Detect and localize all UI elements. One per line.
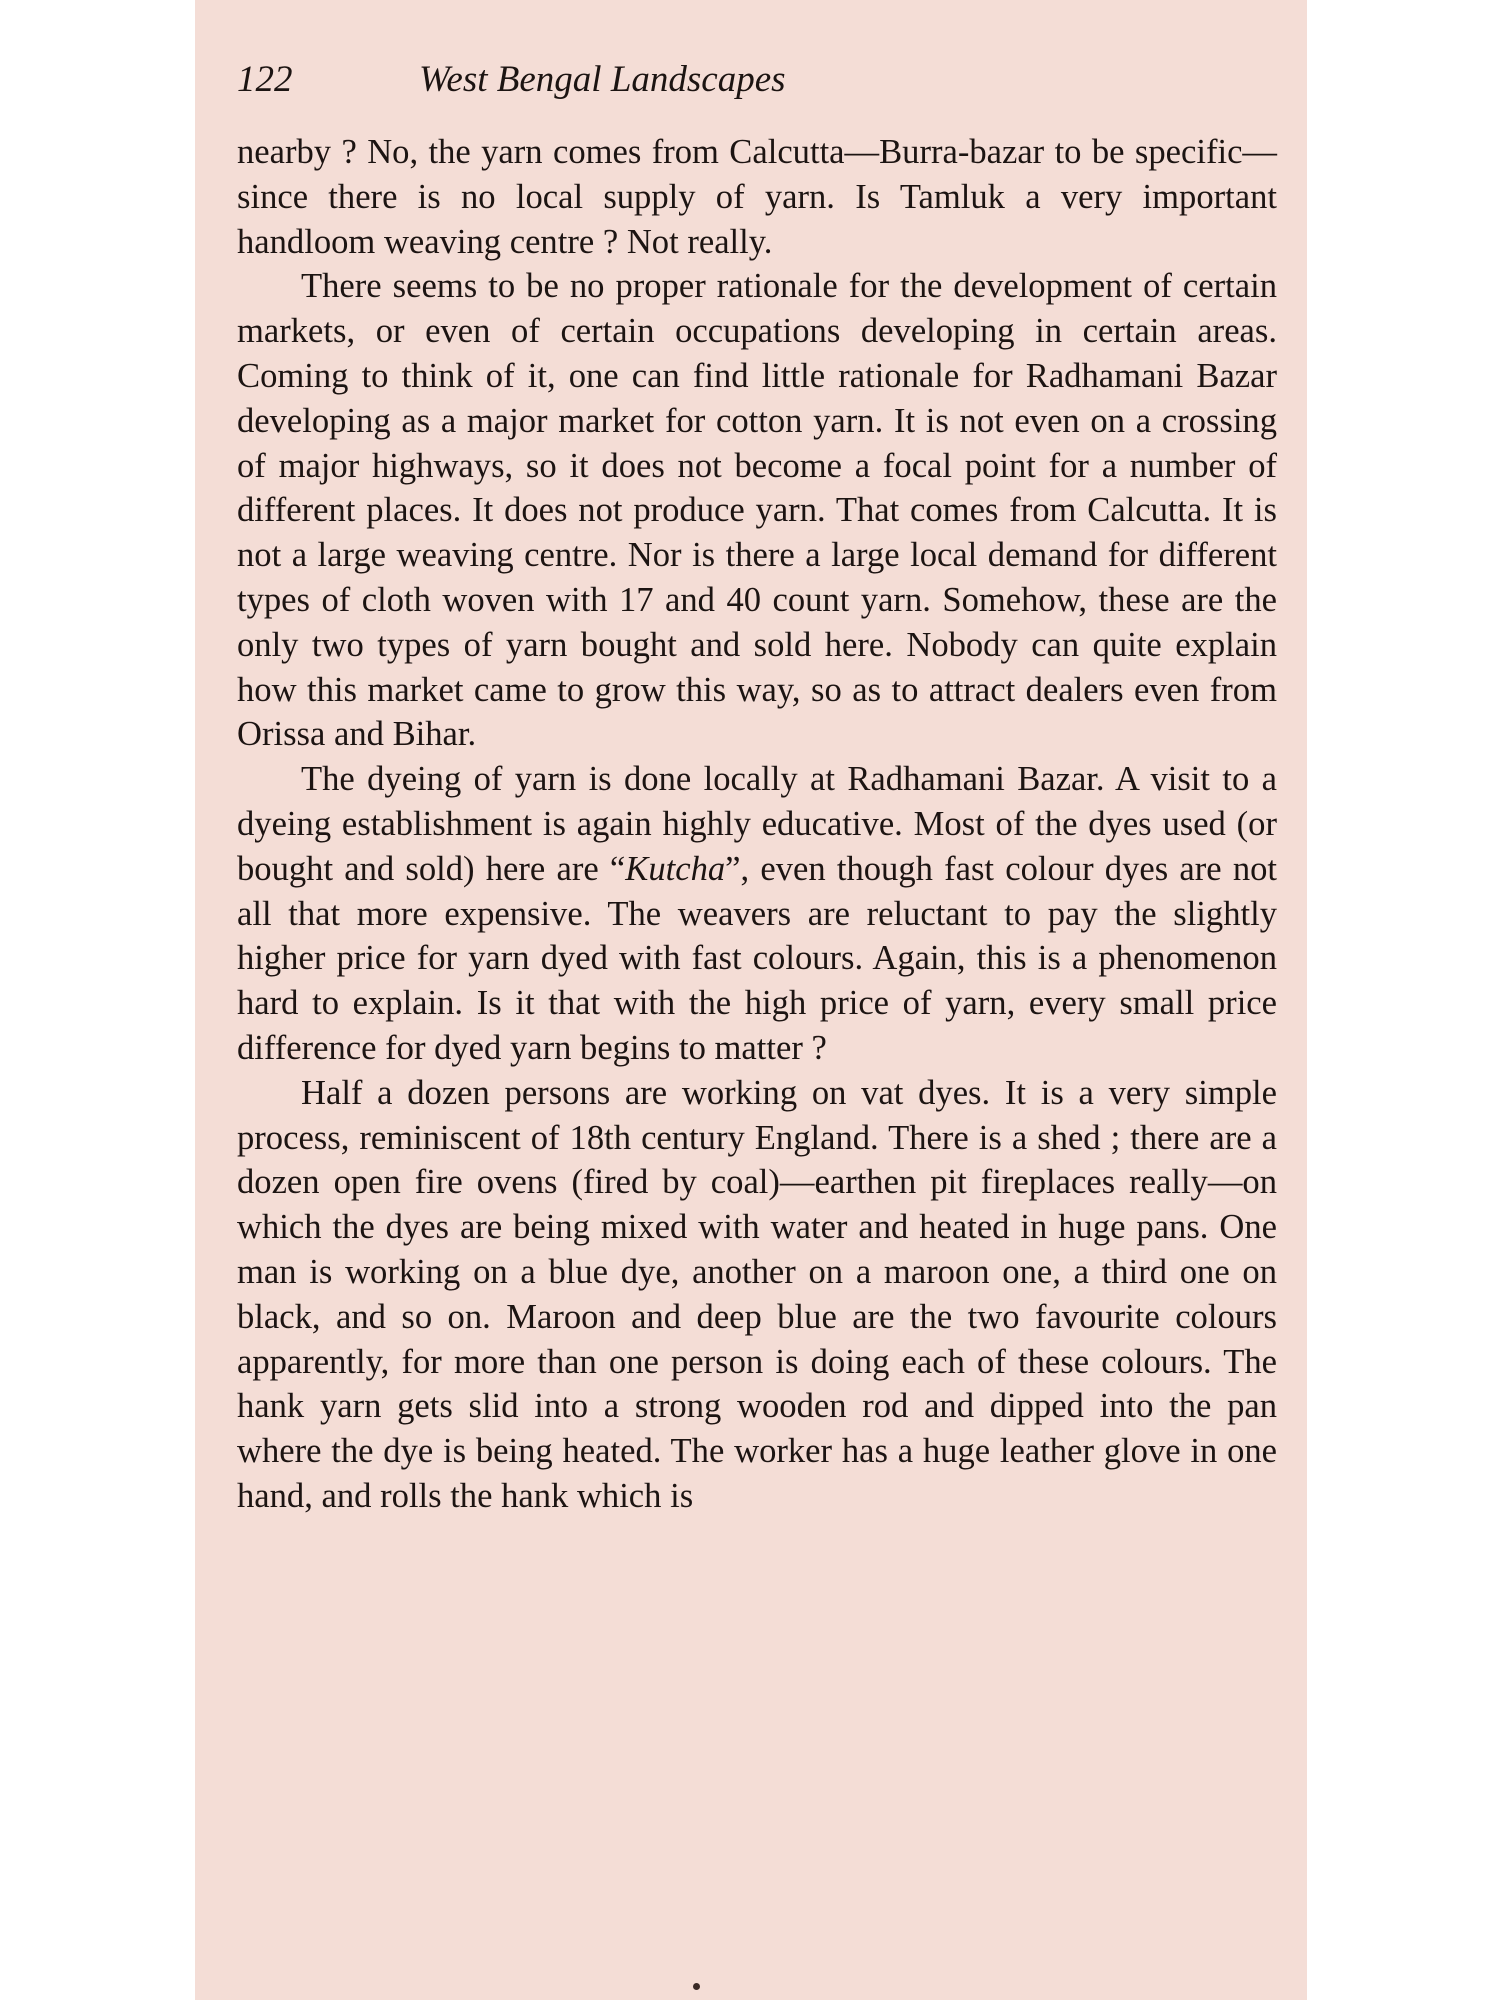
paragraph-1: nearby ? No, the yarn comes from Calcutta—Burra-bazar to be specific—since there is no local supply of yarn. Is Tamluk a very important handloom weaving centre ? Not really. xyxy=(237,133,1277,261)
paragraph-4: Half a dozen persons are working on vat dyes. It is a very simple process, reminiscent of 18th century England. There is a shed ; there are a dozen open fire ovens (fired by coal)—earthen pit fireplaces really—on which the dyes are being mixed with water and heated in huge pans. One man is working on a blue dye, another on a maroon one, a third one on black, and so on. Maroon and deep blue are the two favourite colours apparently, for more than one person is doing each of these colours. The hank yarn gets slid into a strong wooden rod and dipped into the pan where the dye is being heated. The worker has a huge leather glove in one hand, and rolls the hank which is xyxy=(237,1073,1277,1515)
kutcha-italic: Kutcha xyxy=(625,849,726,888)
body-text xyxy=(237,130,1277,1519)
ink-speck xyxy=(693,1983,700,1990)
page-number: 122 xyxy=(237,59,293,100)
paragraph-3-text-after: ”, even though fast colour dyes are not all that more expensive. The weavers are reluctant to pay the slightly higher price for yarn dyed with fast colours. Again, this is a phenomenon hard to explain. Is it that with the high price of yarn, every small price difference for dyed yarn begins to matter ? xyxy=(237,849,1277,1067)
paragraph-2: There seems to be no proper rationale for the development of certain markets, or even of certain occupations developing in certain areas. Coming to think of it, one can find little rationale for Radhamani Bazar developing as a major market for cotton yarn. It is not even on a crossing of major highways, so it does not become a focal point for a number of different places. It does not produce yarn. That comes from Calcutta. It is not a large weaving centre. Nor is there a large local demand for different types of cloth woven with 17 and 40 count yarn. Somehow, these are the only two types of yarn bought and sold here. Nobody can quite explain how this market came to grow this way, so as to attract dealers even from Orissa and Bihar. xyxy=(237,267,1277,754)
book-page xyxy=(195,0,1307,2000)
paragraph-3 xyxy=(237,757,1277,1071)
running-title: West Bengal Landscapes xyxy=(419,59,786,100)
running-head xyxy=(237,50,1277,110)
paragraph-3-text-before: The dyeing of yarn is done locally at Radhamani Bazar. A visit to a dyeing establishment is again highly educative. Most of the dyes used (or bought and sold) here are “ xyxy=(237,760,1277,888)
